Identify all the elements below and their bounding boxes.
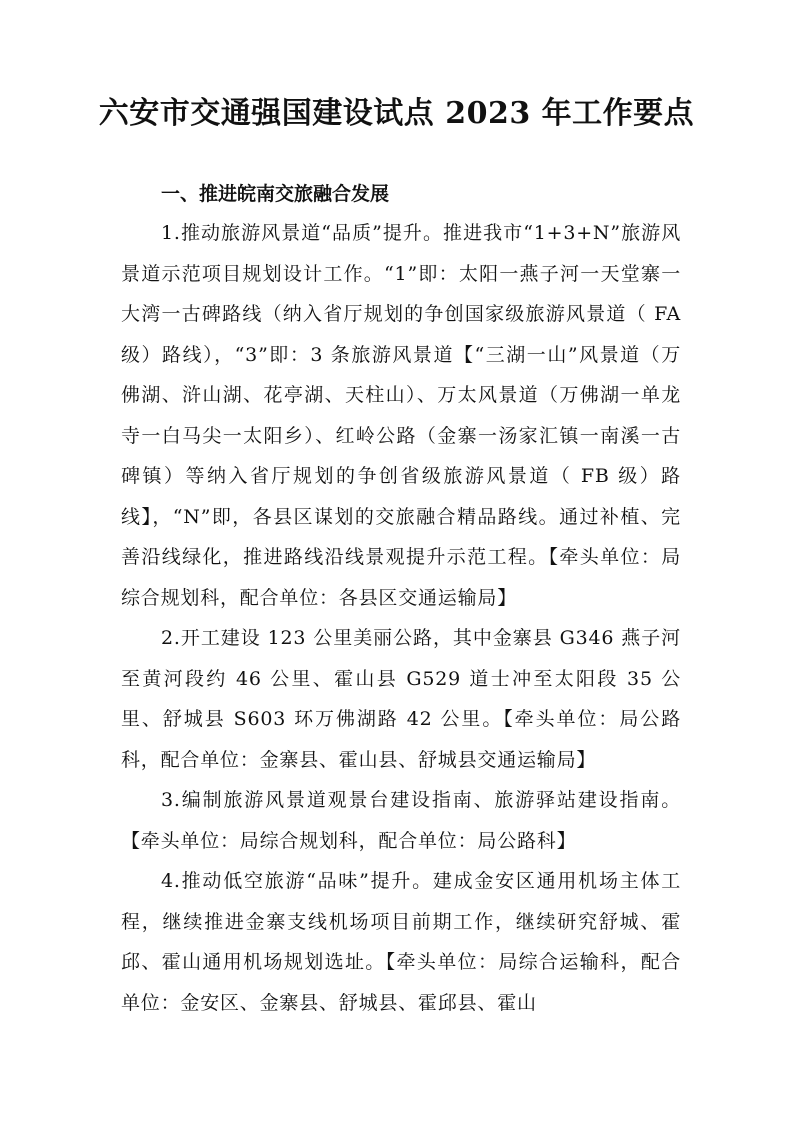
paragraph-item-3: 3.编制旅游风景道观景台建设指南、旅游驿站建设指南。【牵头单位：局综合规划科，配合单位：局公路科】 bbox=[121, 789, 681, 852]
document-body bbox=[121, 213, 681, 1023]
paragraph-item-1: 1.推动旅游风景道“品质”提升。推进我市“1+3+N”旅游风景道示范项目规划设计工作。“1”即：太阳一燕子河一天堂寨一大湾一古碑路线（纳入省厅规划的争创国家级旅游风景道（ FA 级）路线），“3”即：3 条旅游风景道【“三湖一山”风景道（万佛湖、浒山湖、花亭湖、天柱山）、万太风景道（万佛湖一单龙寺一白马尖一太阳乡）、红岭公路（金寨一汤家汇镇一南溪一古碑镇）等纳入省厅规划的争创省级旅游风景道（ FB 级）路线】，“N”即，各县区谋划的交旅融合精品路线。通过补植、完善沿线绿化，推进路线沿线景观提升示范工程。【牵头单位：局综合规划科，配合单位：各县区交通运输局】 bbox=[121, 222, 681, 609]
paragraph-item-2: 2.开工建设 123 公里美丽公路，其中金寨县 G346 燕子河至黄河段约 46 公里、霍山县 G529 道士冲至太阳段 35 公里、舒城县 S603 环万佛湖路 42 公里。【牵头单位：局公路科，配合单位：金寨县、霍山县、舒城县交通运输局】 bbox=[121, 627, 681, 771]
section-heading: 一、推进皖南交旅融合发展 bbox=[161, 183, 390, 205]
document-title: 六安市交通强国建设试点 2023 年工作要点 bbox=[98, 96, 695, 131]
paragraph-item-4: 4.推动低空旅游“品味”提升。建成金安区通用机场主体工程，继续推进金寨支线机场项目前期工作，继续研究舒城、霍邱、霍山通用机场规划选址。【牵头单位：局综合运输科，配合单位：金安区、金寨县、舒城县、霍邱县、霍山 bbox=[121, 870, 681, 1014]
